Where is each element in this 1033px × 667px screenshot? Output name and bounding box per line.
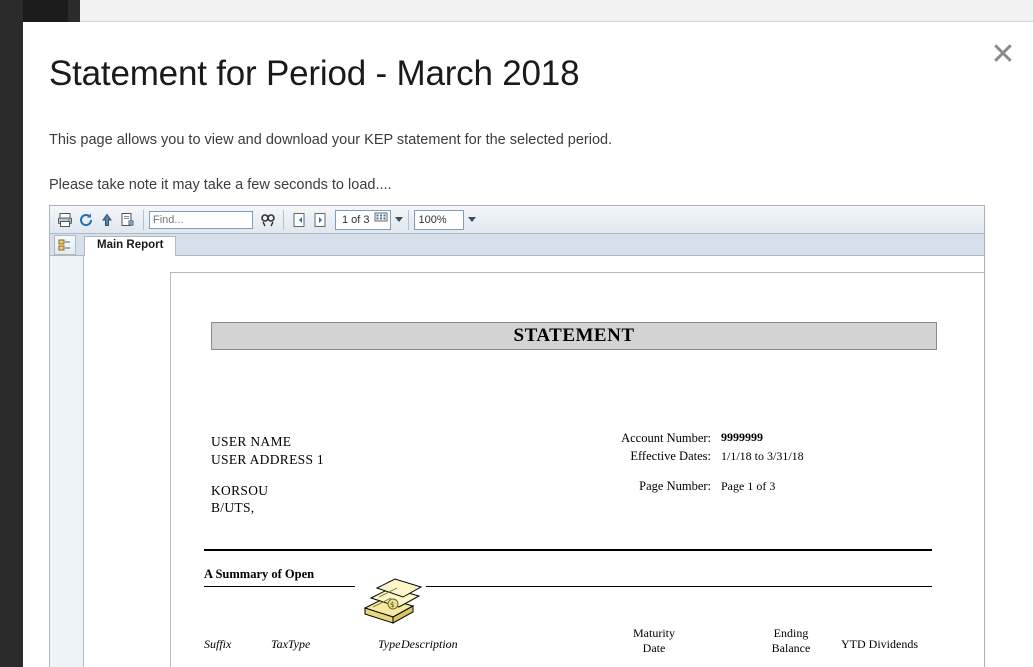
modal-description-1: This page allows you to view and download your KEP statement for the selected period. xyxy=(49,132,613,148)
arrow-up-icon[interactable] xyxy=(96,209,117,230)
browser-tab[interactable] xyxy=(23,0,68,22)
effective-dates-label: Effective Dates: xyxy=(630,449,711,463)
column-header-maturity-line2: Date xyxy=(642,641,666,655)
column-header-type: Type xyxy=(378,637,401,651)
page-indicator: 1 of 3 xyxy=(342,213,370,226)
page-first-icon[interactable] xyxy=(289,209,310,230)
report-viewer xyxy=(49,205,985,667)
divider-thin xyxy=(204,586,932,587)
tab-main-report[interactable]: Main Report xyxy=(84,236,176,256)
page-prev-icon[interactable] xyxy=(310,209,331,230)
page-title: Statement for Period - March 2018 xyxy=(49,54,580,93)
find-next-icon[interactable] xyxy=(257,209,278,230)
customer-address-line-3: KORSOU xyxy=(211,483,269,498)
page-number-label: Page Number: xyxy=(639,479,711,493)
column-header-maturity-date xyxy=(619,626,689,656)
customer-address-line-4: B/UTS, xyxy=(211,500,255,515)
document-pane[interactable] xyxy=(85,256,985,667)
summary-heading: A Summary of Open xyxy=(204,567,315,581)
customer-address-line-1: USER ADDRESS 1 xyxy=(211,452,324,467)
find-input[interactable] xyxy=(149,211,253,229)
page-number-value: Page 1 of 3 xyxy=(721,479,776,493)
report-tabstrip xyxy=(50,234,984,256)
toggle-group-tree-icon[interactable] xyxy=(54,235,76,255)
chevron-down-icon[interactable] xyxy=(468,217,476,222)
toolbar-separator xyxy=(143,210,144,230)
modal-description-2: Please take note it may take a few seconds to load.... xyxy=(49,177,392,193)
column-header-ytd-dividends: YTD Dividends xyxy=(841,637,918,651)
print-icon[interactable] xyxy=(54,209,75,230)
report-toolbar xyxy=(50,206,984,234)
goto-page-icon[interactable] xyxy=(374,210,388,229)
statement-modal xyxy=(23,22,1033,667)
page-indicator-box[interactable] xyxy=(335,210,391,230)
browser-toolbar-strip xyxy=(80,0,1033,22)
chevron-down-icon[interactable] xyxy=(395,217,403,222)
column-header-ending-line2: Balance xyxy=(771,641,811,655)
report-page xyxy=(170,272,985,667)
page-left-dim xyxy=(0,22,23,667)
effective-dates-value: 1/1/18 to 3/31/18 xyxy=(721,449,804,463)
column-header-ending-balance xyxy=(751,626,831,656)
money-stack-icon xyxy=(353,568,428,633)
report-body xyxy=(50,256,984,667)
zoom-input[interactable] xyxy=(414,210,464,230)
column-header-ending-line1: Ending xyxy=(773,626,809,640)
export-icon[interactable] xyxy=(117,209,138,230)
refresh-icon[interactable] xyxy=(75,209,96,230)
group-tree-pane xyxy=(50,256,84,667)
zoom-value: 100% xyxy=(418,213,447,226)
column-header-description: Description xyxy=(401,637,458,651)
toolbar-separator xyxy=(283,210,284,230)
toolbar-separator xyxy=(408,210,409,230)
account-number-label: Account Number: xyxy=(621,431,711,445)
account-number-value: 9999999 xyxy=(721,430,763,444)
divider-thick xyxy=(204,549,932,551)
column-header-maturity-line1: Maturity xyxy=(633,626,675,640)
customer-name: USER NAME xyxy=(211,434,292,449)
statement-banner: STATEMENT xyxy=(211,322,937,350)
column-header-taxtype: TaxType xyxy=(271,637,311,651)
svg-text:$: $ xyxy=(390,601,395,609)
column-header-suffix: Suffix xyxy=(204,637,232,651)
close-icon[interactable]: ✕ xyxy=(990,37,1016,72)
